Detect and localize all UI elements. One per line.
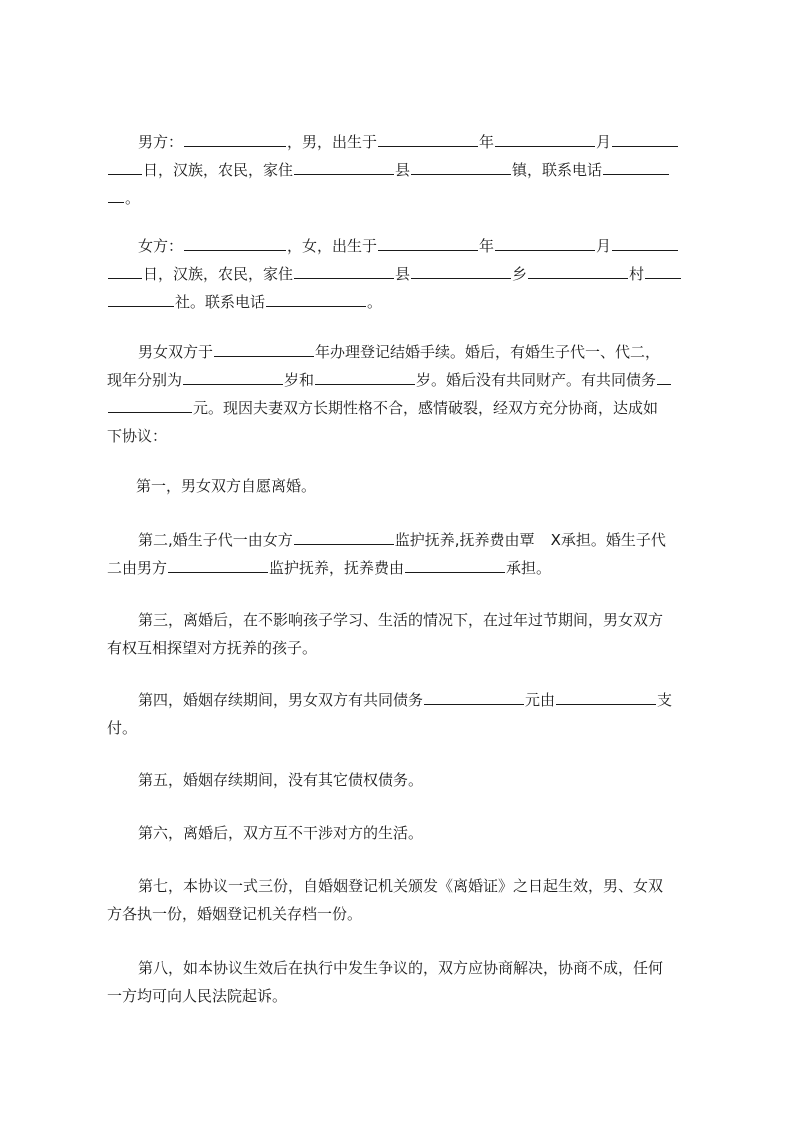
female-name-blank[interactable] <box>184 236 286 251</box>
joint-debt-blank-b[interactable] <box>108 398 192 413</box>
female-village-blank-a[interactable] <box>645 264 681 279</box>
child1-age-blank[interactable] <box>183 370 283 385</box>
female-county-blank[interactable] <box>411 264 511 279</box>
article-2-line-1: 第二,婚生子代一由女方 监护抚养,抚养费由覃 X承担。婚生子代 <box>138 531 666 549</box>
male-party-paragraph <box>107 128 707 212</box>
male-birth-day-blank-b[interactable] <box>108 160 142 175</box>
article-7: 第七，本协议一式三份，自婚姻登记机关颁发《离婚证》之日起生效，男、女双 方各执一份，婚姻登记机关存档一份。 <box>107 877 664 923</box>
female-party-paragraph <box>107 232 707 316</box>
article-6: 第六，离婚后，双方互不干涉对方的生活。 <box>138 824 424 842</box>
child2-age-blank[interactable] <box>315 370 415 385</box>
male-party-line-2: 日，汉族，农民，家住 县 镇，联系电话 <box>107 156 707 184</box>
article-2 <box>107 526 707 582</box>
marriage-facts-paragraph <box>107 338 707 450</box>
female-party-line-1: 女方： ，女，出生于 年 月 <box>107 232 707 260</box>
child2-guardian-blank[interactable] <box>168 558 268 573</box>
article-1: 第一，男女双方自愿离婚。 <box>136 477 317 495</box>
female-phone-blank[interactable] <box>266 292 366 307</box>
child1-guardian-blank[interactable] <box>294 530 394 545</box>
article-4-line-1: 第四，婚姻存续期间，男女双方有共同债务 元由 支 <box>138 691 673 709</box>
male-phone-blank-b[interactable] <box>108 188 124 203</box>
female-birth-month-blank[interactable] <box>495 236 595 251</box>
marriage-line-4: 下协议： <box>107 427 168 445</box>
female-township-blank[interactable] <box>528 264 628 279</box>
male-phone-blank-a[interactable] <box>603 160 669 175</box>
article-8: 第八，如本协议生效后在执行中发生争议的，双方应协商解决，协商不成，任何 一方均可向人民法院起诉。 <box>107 959 664 1005</box>
male-address-blank[interactable] <box>294 160 394 175</box>
male-birth-month-blank[interactable] <box>495 132 595 147</box>
article-2-line-2: 二由男方 监护抚养，抚养费由 承担。 <box>107 559 552 577</box>
debt-amount-blank[interactable] <box>424 690 524 705</box>
male-county-blank[interactable] <box>411 160 511 175</box>
marriage-line-3: 元。现因夫妻双方长期性格不合，感情破裂，经双方充分协商，达成如 <box>107 394 707 422</box>
male-name-blank[interactable] <box>184 132 286 147</box>
male-party-line-3: 。 <box>107 184 707 212</box>
female-birth-day-blank-b[interactable] <box>108 264 142 279</box>
joint-debt-blank-a[interactable] <box>657 370 671 385</box>
article-4: 第四，婚姻存续期间，男女双方有共同债务 元由 支 付。 <box>107 686 707 742</box>
article-3: 第三，离婚后，在不影响孩子学习、生活的情况下，在过年过节期间，男女双方 有权互相探望对方抚养的孩子。 <box>107 611 664 657</box>
male-birth-year-blank[interactable] <box>378 132 478 147</box>
article-5: 第五，婚姻存续期间，没有其它债权债务。 <box>138 771 424 789</box>
female-party-line-3: 社。联系电话 。 <box>107 288 707 316</box>
debt-payer-blank[interactable] <box>556 690 656 705</box>
male-party-line-1: 男方： ，男，出生于 年 月 <box>107 128 707 156</box>
female-village-blank-b[interactable] <box>108 292 174 307</box>
male-birth-day-blank-a[interactable] <box>612 132 678 147</box>
female-party-line-2: 日，汉族，农民，家住 县 乡 村 <box>107 260 707 288</box>
female-birth-day-blank-a[interactable] <box>612 236 678 251</box>
marriage-line-1: 男女双方于 年办理登记结婚手续。婚后，有婚生子代一、代二， <box>138 343 661 361</box>
female-address-blank[interactable] <box>294 264 394 279</box>
marriage-year-blank[interactable] <box>214 342 314 357</box>
female-birth-year-blank[interactable] <box>378 236 478 251</box>
marriage-line-2: 现年分别为 岁和 岁。婚后没有共同财产。有共同债务 <box>107 366 707 394</box>
child2-support-payer-blank[interactable] <box>405 558 505 573</box>
